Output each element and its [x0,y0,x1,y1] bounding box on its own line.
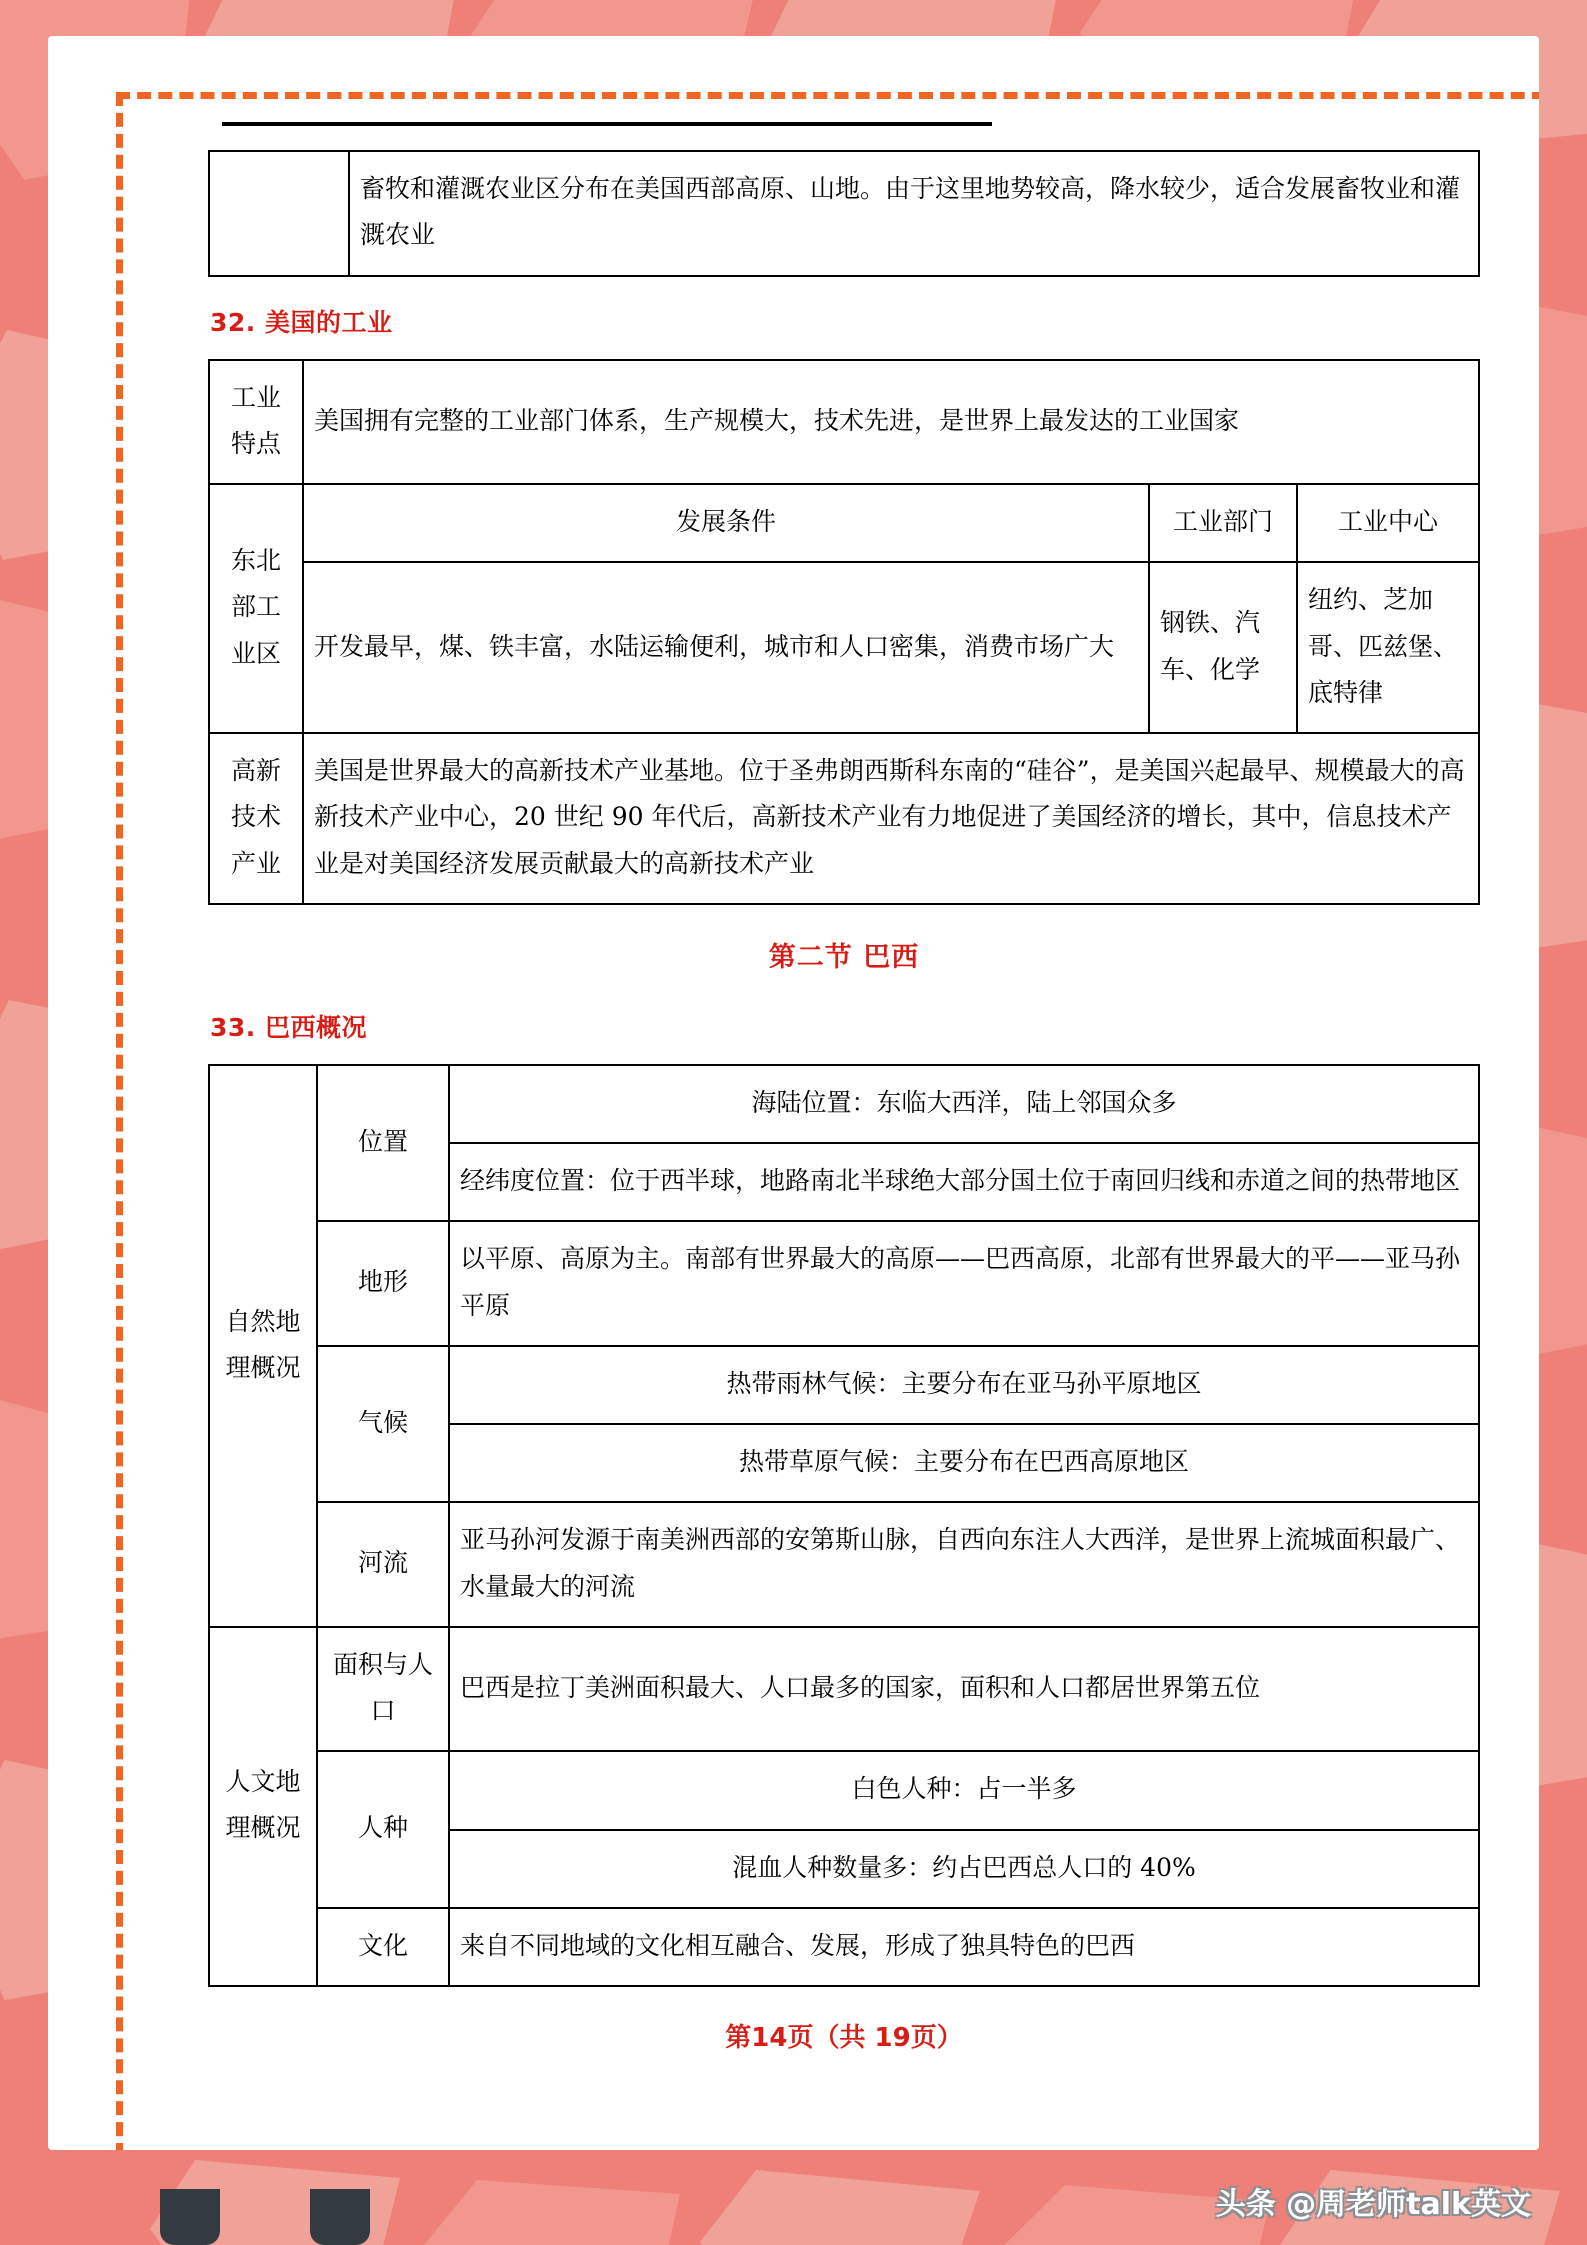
cell-industry-centers-text: 纽约、芝加哥、匹兹堡、底特律 [1297,562,1479,733]
table-row [209,1502,1479,1627]
cell-hightech-text: 美国是世界最大的高新技术产业基地。位于圣弗朗西斯科东南的“硅谷”，是美国兴起最早、规模最大的高新技术产业中心，20 世纪 90 年代后，高新技术产业有力地促进了美国经济的增长，其中，信息技术产业是对美国经济发展贡献最大的高新技术产业 [303,733,1479,904]
document-page [48,36,1539,2150]
chapter-title-brazil: 第二节 巴西 [768,941,920,973]
background-polygon [700,2170,980,2245]
bottom-tab-decoration [160,2189,220,2245]
cell-river-text: 亚马孙河发源于南美洲西部的安第斯山脉，自西向东注人大西洋，是世界上流城面积最广、水量最大的河流 [449,1502,1479,1627]
table-us-industry [208,359,1480,905]
watermark-text: 头条 @周老师talk英文 [1215,2187,1531,2222]
table-row [209,733,1479,904]
cell-hightech-label: 高新技术产业 [209,733,303,904]
background-polygon [420,2180,680,2245]
cell-location-sea-land: 海陆位置：东临大西洋，陆上邻国众多 [449,1065,1479,1143]
cell-header-industry-sectors: 工业部门 [1149,484,1297,562]
top-divider-rule [222,122,992,126]
section-heading-33: 33. 巴西概况 [210,1012,367,1042]
cell-sub-location: 位置 [317,1065,449,1222]
cell-terrain-text: 以平原、高原为主。南部有世界最大的高原——巴西高原，北部有世界最大的平——亚马孙平原 [449,1221,1479,1346]
page-number-footer: 第14页（共 19页） [725,2023,963,2053]
cell-industry-feature-label: 工业特点 [209,360,303,485]
cell-northeast-zone-label: 东北部工业区 [209,484,303,733]
cell-area-population-text: 巴西是拉丁美洲面积最大、人口最多的国家，面积和人口都居世界第五位 [449,1627,1479,1752]
cell-sub-race: 人种 [317,1751,449,1908]
cell-header-industry-centers: 工业中心 [1297,484,1479,562]
table-row [209,484,1479,562]
table-row [209,360,1479,485]
cell-industry-feature-text: 美国拥有完整的工业部门体系，生产规模大，技术先进，是世界上最发达的工业国家 [303,360,1479,485]
table-row [209,1908,1479,1986]
bottom-tab-decoration [310,2189,370,2245]
cell-header-development-conditions: 发展条件 [303,484,1149,562]
table-row [209,1065,1479,1143]
cell-label-empty [209,151,349,276]
cell-sub-area-population: 面积与人口 [317,1627,449,1752]
cell-climate-rainforest: 热带雨林气候：主要分布在亚马孙平原地区 [449,1346,1479,1424]
section-heading-32: 32. 美国的工业 [210,307,393,337]
cell-race-white: 白色人种：占一半多 [449,1751,1479,1829]
cell-culture-text: 来自不同地域的文化相互融合、发展，形成了独具特色的巴西 [449,1908,1479,1986]
cell-climate-savanna: 热带草原气候：主要分布在巴西高原地区 [449,1424,1479,1502]
table-row [209,1751,1479,1829]
cell-sub-culture: 文化 [317,1908,449,1986]
cell-natural-geography-label: 自然地理概况 [209,1065,317,1627]
cell-sub-terrain: 地形 [317,1221,449,1346]
table-row [209,1221,1479,1346]
table-row [209,151,1479,276]
cell-sub-climate: 气候 [317,1346,449,1503]
cell-human-geography-label: 人文地理概况 [209,1627,317,1986]
cell-industry-sectors-text: 钢铁、汽车、化学 [1149,562,1297,733]
cell-development-conditions-text: 开发最早，煤、铁丰富，水陆运输便利，城市和人口密集，消费市场广大 [303,562,1149,733]
table-row [209,1346,1479,1424]
cell-race-mixed: 混血人种数量多：约占巴西总人口的 40% [449,1830,1479,1908]
cell-livestock-irrigation-text: 畜牧和灌溉农业区分布在美国西部高原、山地。由于这里地势较高，降水较少，适合发展畜牧业和灌溉农业 [349,151,1479,276]
table-brazil-overview [208,1064,1480,1987]
table-row [209,562,1479,733]
table-row [209,1627,1479,1752]
cell-location-latitude-longitude: 经纬度位置：位于西半球，地路南北半球绝大部分国土位于南回归线和赤道之间的热带地区 [449,1143,1479,1221]
cell-sub-river: 河流 [317,1502,449,1627]
table-agriculture-continued [208,150,1480,277]
document-content [208,122,1480,2054]
